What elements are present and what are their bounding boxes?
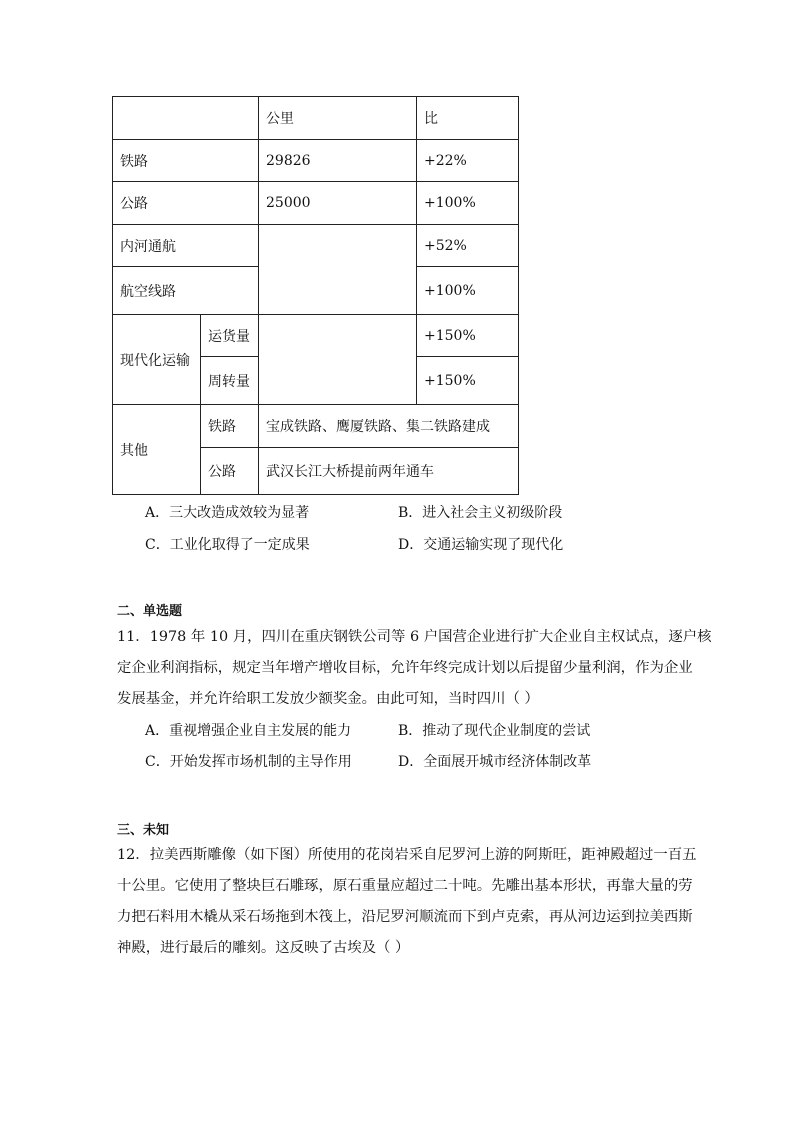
q11-option-a: A．重视增强企业自主发展的能力 xyxy=(145,723,352,739)
q12-line-1: 12．拉美西斯雕像（如下图）所使用的花岗岩采自尼罗河上游的阿斯旺，距神殿超过一百五 xyxy=(117,847,697,863)
railway-ratio: +22% xyxy=(417,140,519,182)
table-header-row xyxy=(113,97,519,140)
q11-option-b: B．推动了现代企业制度的尝试 xyxy=(398,723,591,739)
turnover-label: 周转量 xyxy=(201,357,259,405)
highway-label: 公路 xyxy=(113,182,259,225)
other-label: 其他 xyxy=(113,405,201,495)
table-row-railway xyxy=(113,140,519,182)
q12-line-2: 十公里。它使用了整块巨石雕琢，原石重量应超过二十吨。先雕出基本形状，再靠大量的劳 xyxy=(117,878,693,894)
q11-line-3: 发展基金，并允许给职工发放少额奖金。由此可知，当时四川（ ） xyxy=(117,691,539,707)
river-label: 内河通航 xyxy=(113,225,259,267)
q12-line-3: 力把石料用木橇从采石场拖到木筏上，沿尼罗河顺流而下到卢克索，再从河边运到拉美西斯 xyxy=(117,909,693,925)
air-label: 航空线路 xyxy=(113,267,259,315)
q10-option-a: A．三大改造成效较为显著 xyxy=(145,505,310,521)
q10-option-c: C．工业化取得了一定成果 xyxy=(145,537,310,553)
other-highway-label: 公路 xyxy=(201,448,259,495)
turnover-ratio: +150% xyxy=(417,357,519,405)
railway-label: 铁路 xyxy=(113,140,259,182)
section-title-single-choice: 二、单选题 xyxy=(117,604,183,619)
air-ratio: +100% xyxy=(417,267,519,315)
header-empty-cell xyxy=(113,97,259,140)
highway-ratio: +100% xyxy=(417,182,519,225)
q11-option-d: D．全面展开城市经济体制改革 xyxy=(398,754,592,770)
table-row-other-railway xyxy=(113,405,519,448)
modern-transport-label: 现代化运输 xyxy=(113,315,201,405)
other-railway-label: 铁路 xyxy=(201,405,259,448)
other-railway-text: 宝成铁路、鹰厦铁路、集二铁路建成 xyxy=(259,405,519,448)
q11-option-c: C．开始发挥市场机制的主导作用 xyxy=(145,754,352,770)
transport-statistics-table xyxy=(112,96,519,495)
table-row-freight xyxy=(113,315,519,357)
freight-label: 运货量 xyxy=(201,315,259,357)
railway-km: 29826 xyxy=(259,140,417,182)
modern-km-empty xyxy=(259,315,417,405)
q11-line-1: 11．1978 年 10 月，四川在重庆钢铁公司等 6 户国营企业进行扩大企业自主权试点，逐户核 xyxy=(117,629,712,645)
q10-option-b: B．进入社会主义初级阶段 xyxy=(398,505,563,521)
other-highway-text: 武汉长江大桥提前两年通车 xyxy=(259,448,519,495)
section-title-unknown: 三、未知 xyxy=(117,823,170,838)
header-ratio: 比 xyxy=(417,97,519,140)
q12-line-4: 神殿，进行最后的雕刻。这反映了古埃及（ ） xyxy=(117,940,410,956)
table-row-river xyxy=(113,225,519,267)
q11-line-2: 定企业利润指标，规定当年增产增收目标，允许年终完成计划以后提留少量利润，作为企业 xyxy=(117,660,693,676)
river-ratio: +52% xyxy=(417,225,519,267)
river-air-km-empty xyxy=(259,225,417,315)
freight-ratio: +150% xyxy=(417,315,519,357)
q10-option-d: D．交通运输实现了现代化 xyxy=(398,537,564,553)
header-km: 公里 xyxy=(259,97,417,140)
highway-km: 25000 xyxy=(259,182,417,225)
table-row-highway xyxy=(113,182,519,225)
